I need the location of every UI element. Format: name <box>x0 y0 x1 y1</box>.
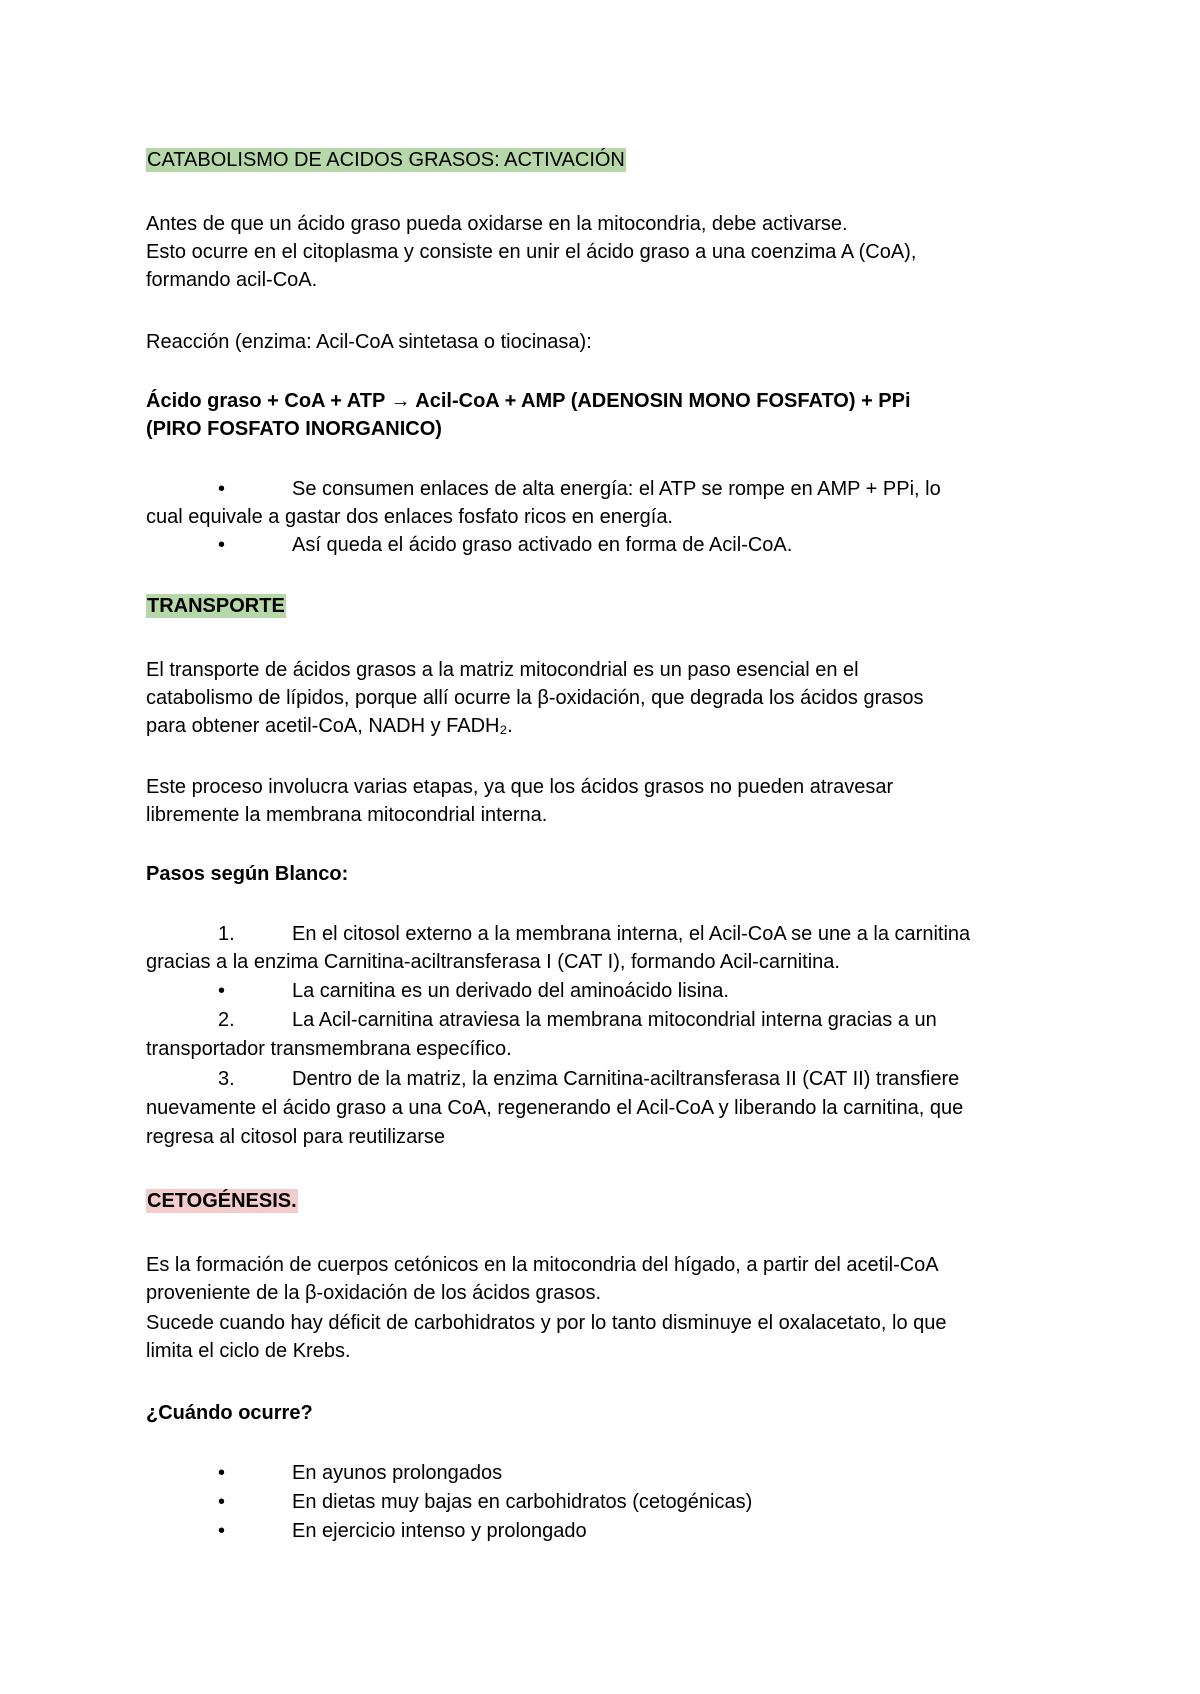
paragraph-line: Sucede cuando hay déficit de carbohidratos y por lo tanto disminuye el oxalacetato, lo que <box>146 1312 947 1334</box>
bullet-text: En dietas muy bajas en carbohidratos (cetogénicas) <box>292 1491 753 1513</box>
paragraph-line: libremente la membrana mitocondrial interna. <box>146 804 548 826</box>
step-item <box>146 1065 1076 1093</box>
paragraph-line: limita el ciclo de Krebs. <box>146 1340 351 1362</box>
step-number: 2. <box>218 1009 235 1031</box>
bullet-text: Se consumen enlaces de alta energía: el ATP se rompe en AMP + PPi, lo <box>292 478 941 500</box>
reaction-equation: (PIRO FOSFATO INORGANICO) <box>146 418 442 440</box>
bullet-item <box>146 475 1076 503</box>
step-item <box>146 1006 1076 1034</box>
step-text-continued: nuevamente el ácido graso a una CoA, regenerando el Acil-CoA y liberando la carnitina, que <box>146 1097 964 1119</box>
bullet-marker: • <box>218 534 226 556</box>
step-text-continued: regresa al citosol para reutilizarse <box>146 1126 446 1148</box>
steps-title: Pasos según Blanco: <box>146 863 349 885</box>
heading-text: CATABOLISMO DE ACIDOS GRASOS: ACTIVACIÓN <box>147 149 625 171</box>
heading-text: TRANSPORTE <box>147 595 285 617</box>
step-text: La carnitina es un derivado del aminoácido lisina. <box>292 980 729 1002</box>
reaction-label: Reacción (enzima: Acil-CoA sintetasa o tiocinasa): <box>146 331 592 353</box>
paragraph-line: formando acil-CoA. <box>146 269 318 291</box>
bullet-marker: • <box>218 980 226 1002</box>
bullet-item <box>146 1459 1076 1487</box>
step-item <box>146 920 1076 948</box>
paragraph-line: Esto ocurre en el citoplasma y consiste en unir el ácido graso a una coenzima A (CoA), <box>146 241 917 263</box>
section-heading-cetogenesis <box>146 1187 298 1215</box>
heading-text: CETOGÉNESIS. <box>147 1190 297 1212</box>
bullet-text-continued: cual equivale a gastar dos enlaces fosfato ricos en energía. <box>146 506 673 528</box>
bullet-item <box>146 1488 1076 1516</box>
step-text: La Acil-carnitina atraviesa la membrana mitocondrial interna gracias a un <box>292 1009 937 1031</box>
bullet-text: En ejercicio intenso y prolongado <box>292 1520 587 1542</box>
bullet-marker: • <box>218 478 226 500</box>
bullet-item <box>146 531 1076 559</box>
step-item <box>146 977 1076 1005</box>
reaction-equation: Ácido graso + CoA + ATP → Acil-CoA + AMP (ADENOSIN MONO FOSFATO) + PPi <box>146 390 911 412</box>
paragraph-line: Este proceso involucra varias etapas, ya que los ácidos grasos no pueden atravesar <box>146 776 894 798</box>
step-number: 1. <box>218 923 235 945</box>
paragraph-line: catabolismo de lípidos, porque allí ocurre la β-oxidación, que degrada los ácidos grasos <box>146 687 924 709</box>
step-text-continued: gracias a la enzima Carnitina-aciltransferasa I (CAT I), formando Acil-carnitina. <box>146 951 840 973</box>
step-text-continued: transportador transmembrana específico. <box>146 1038 512 1060</box>
bullet-marker: • <box>218 1491 226 1513</box>
paragraph-line: El transporte de ácidos grasos a la matriz mitocondrial es un paso esencial en el <box>146 659 859 681</box>
bullet-item <box>146 1517 1076 1545</box>
paragraph-line: Antes de que un ácido graso pueda oxidarse en la mitocondria, debe activarse. <box>146 213 848 235</box>
paragraph-line: proveniente de la β-oxidación de los ácidos grasos. <box>146 1282 602 1304</box>
step-number: 3. <box>218 1068 235 1090</box>
step-text: En el citosol externo a la membrana interna, el Acil-CoA se une a la carnitina <box>292 923 971 945</box>
step-text: Dentro de la matriz, la enzima Carnitina-aciltransferasa II (CAT II) transfiere <box>292 1068 960 1090</box>
bullet-text: Así queda el ácido graso activado en forma de Acil-CoA. <box>292 534 793 556</box>
question-heading: ¿Cuándo ocurre? <box>146 1402 313 1424</box>
section-heading-transporte <box>146 592 286 620</box>
bullet-marker: • <box>218 1520 226 1542</box>
bullet-text: En ayunos prolongados <box>292 1462 503 1484</box>
paragraph-line: para obtener acetil-CoA, NADH y FADH₂. <box>146 715 513 737</box>
bullet-marker: • <box>218 1462 226 1484</box>
paragraph-line: Es la formación de cuerpos cetónicos en la mitocondria del hígado, a partir del acetil-CoA <box>146 1254 939 1276</box>
section-heading-activacion <box>146 146 626 174</box>
